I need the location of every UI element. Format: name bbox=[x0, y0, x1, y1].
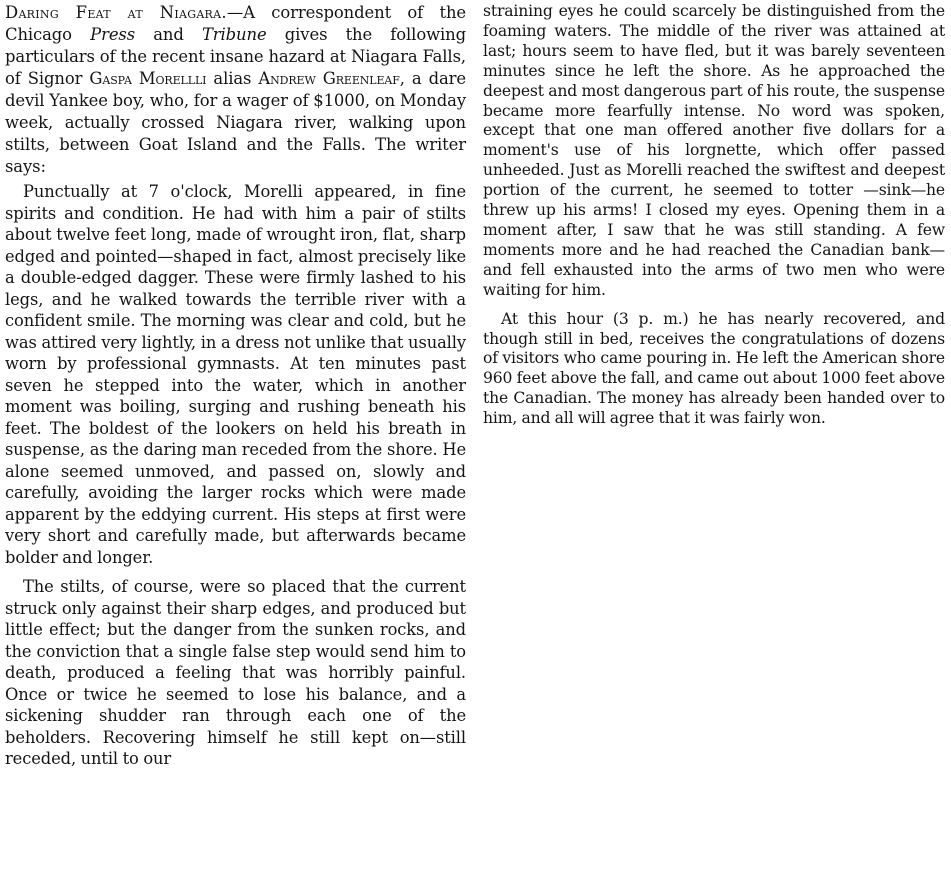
intro-text-b: and bbox=[135, 25, 202, 44]
intro-text-d: alias bbox=[206, 69, 259, 88]
intro-text-e: , a dare devil Yankee boy, who, for a wager of $1000, on Monday week, actually crossed Niagara river, walking upon stilts, between Goat Island and the Falls. The writer says: bbox=[5, 69, 466, 176]
article-heading: Daring Feat at Niagara. bbox=[5, 3, 227, 22]
paragraph-4: straining eyes he could scarcely be distinguished from the foaming waters. The middle of the river was attained at last; hours seem to have fled, but it was barely seventeen minutes since he left the shore. As he approached the deepest and most dangerous part of his route, the suspense became more fearfully intense. No word was spoken, except that one man offered another five dollars for a moment's use of his lorgnette, which offer passed unheeded. Just as Morelli reached the swiftest and deepest portion of the current, he seemed to totter —sink—he threw up his arms! I closed my eyes. Opening them in a moment after, I saw that he was still standing. A few moments more and he had reached the Canadian bank—and fell exhausted into the arms of two men who were waiting for him. bbox=[483, 2, 945, 299]
intro-tribune: Tribune bbox=[201, 25, 267, 44]
paragraph-5: At this hour (3 p. m.) he has nearly recovered, and though still in bed, receives the congratulations of dozens of visitors who came pouring in. He left the American shore 960 feet above the fall, and came out about 1000 feet above the Canadian. The money has already been handed over to him, and all will agree that it was fairly won. bbox=[483, 309, 945, 428]
intro-text-a: —A correspondent of the Chicago bbox=[5, 3, 467, 44]
intro-text-c: gives the following particulars of the recent insane hazard at Niagara Falls, of Signor bbox=[5, 25, 467, 88]
column-right bbox=[483, 2, 945, 429]
intro-name-1: Gaspa Morellli bbox=[89, 69, 207, 88]
column-left bbox=[5, 2, 466, 770]
paragraph-3: The stilts, of course, were so placed that the current struck only against their sharp edges, and produced but little effect; but the danger from the sunken rocks, and the conviction that a single false step would send him to death, produced a feeling that was horribly painful. Once or twice he seemed to lose his balance, and a sickening shudder ran through each one of the beholders. Recovering himself he still kept on—still receded, until to our bbox=[5, 577, 466, 768]
article-intro bbox=[5, 2, 466, 178]
intro-press: Press bbox=[90, 25, 136, 44]
intro-name-2: Andrew Greenleaf bbox=[258, 69, 400, 88]
paragraph-2: Punctually at 7 o'clock, Morelli appeared, in fine spirits and condition. He had with him a pair of stilts about twelve feet long, made of wrought iron, flat, sharp edged and pointed—shaped in fact, almost precisely like a double-edged dagger. These were firmly lashed to his legs, and he walked towards the terrible river with a confident smile. The morning was clear and cold, but he was attired very lightly, in a dress not unlike that usually worn by professional gymnasts. At ten minutes past seven he stepped into the water, which in another moment was boiling, surging and rushing beneath his feet. The boldest of the lookers on held his breath in suspense, as the daring man receded from the shore. He alone seemed unmoved, and passed on, slowly and carefully, avoiding the larger rocks which were made apparent by the eddying current. His steps at first were very short and carefully made, but afterwards became bolder and longer. bbox=[5, 182, 466, 567]
